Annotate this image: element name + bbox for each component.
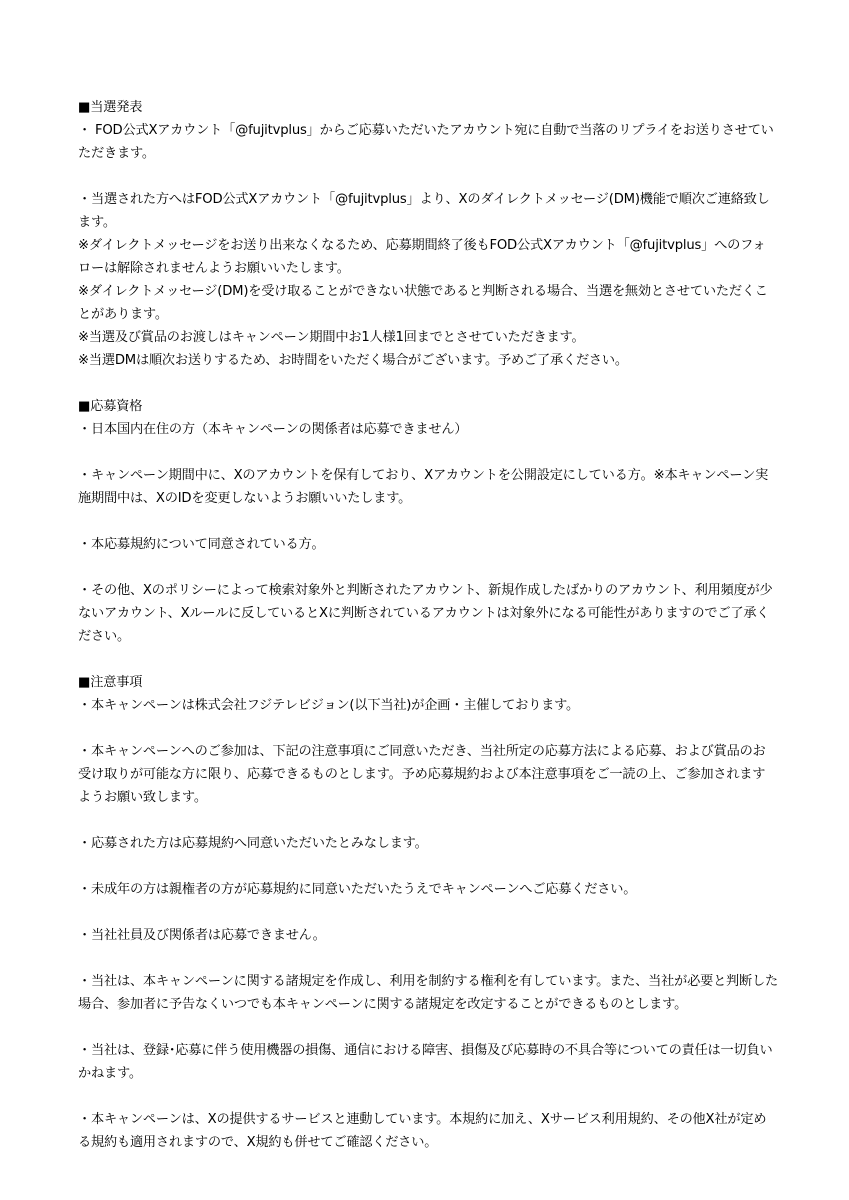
section-title: ■応募資格 xyxy=(78,399,143,414)
paragraph: ・本キャンペーンは、Xの提供するサービスと連動しています。本規約に加え、Xサービス利用規約、その他X社が定める規約も適用されますので、X規約も併せてご確認ください。 xyxy=(78,1112,767,1150)
paragraph: ・本応募規約について同意されている方。 xyxy=(78,537,325,552)
paragraph: ・キャンペーン期間中に、Xのアカウントを保有しており、Xアカウントを公開設定にしている方。※本キャンペーン実施期間中は、XのIDを変更しないようお願いいたします。 xyxy=(78,468,769,506)
paragraph: ・当選された方へはFOD公式Xアカウント「@fujitvplus」より、Xのダイレクトメッセージ(DM)機能で順次ご連絡致します。 xyxy=(78,192,770,230)
paragraph: ・当社は、本キャンペーンに関する諸規定を作成し、利用を制約する権利を有しています。また、当社が必要と判断した場合、参加者に予告なくいつでも本キャンペーンに関する諸規定を改定することができるものとします。 xyxy=(78,974,779,1012)
section-winner-announcement xyxy=(78,96,778,372)
paragraph: ・当社社員及び関係者は応募できません。 xyxy=(78,928,326,943)
paragraph: ・応募された方は応募規約へ同意いただいたとみなします。 xyxy=(78,836,428,851)
paragraph: ・ FOD公式Xアカウント「@fujitvplus」からご応募いただいたアカウント宛に自動で当落のリプライをお送りさせていただきます。 xyxy=(78,123,774,161)
section-precautions xyxy=(78,671,778,1154)
note: ※ダイレクトメッセージをお送り出来なくなるため、応募期間終了後もFOD公式Xアカウント「@fujitvplus」へのフォローは解除されませんようお願いいたします。 xyxy=(78,238,766,276)
paragraph: ・本キャンペーンへのご参加は、下記の注意事項にご同意いただき、当社所定の応募方法による応募、および賞品のお受け取りが可能な方に限り、応募できるものとします。予め応募規約および本注意事項をご一読の上、ご参加されますようお願い致します。 xyxy=(78,744,766,805)
paragraph: ・本キャンペーンは株式会社フジテレビジョン(以下当社)が企画・主催しております。 xyxy=(78,698,580,713)
section-title: ■注意事項 xyxy=(78,675,143,690)
paragraph: ・未成年の方は親権者の方が応募規約に同意いただいたうえでキャンペーンへご応募ください。 xyxy=(78,882,637,897)
document-body xyxy=(78,96,778,1154)
paragraph: ・当社は、登録･応募に伴う使用機器の損傷、通信における障害、損傷及び応募時の不具合等についての責任は一切負いかねます。 xyxy=(78,1043,773,1081)
paragraph: ・日本国内在住の方（本キャンペーンの関係者は応募できません） xyxy=(78,422,468,437)
note: ※ダイレクトメッセージ(DM)を受け取ることができない状態であると判断される場合、当選を無効とさせていただくことがあります。 xyxy=(78,284,768,322)
section-title: ■当選発表 xyxy=(78,100,143,115)
section-eligibility xyxy=(78,395,778,648)
paragraph: ・その他、Xのポリシーによって検索対象外と判断されたアカウント、新規作成したばかりのアカウント、利用頻度が少ないアカウント、Xルールに反しているとXに判断されているアカウントは対象外になる可能性がありますのでご了承ください。 xyxy=(78,583,773,644)
note: ※当選及び賞品のお渡しはキャンペーン期間中お1人様1回までとさせていただきます。 xyxy=(78,330,585,345)
note: ※当選DMは順次お送りするため、お時間をいただく場合がございます。予めご了承ください。 xyxy=(78,353,628,368)
